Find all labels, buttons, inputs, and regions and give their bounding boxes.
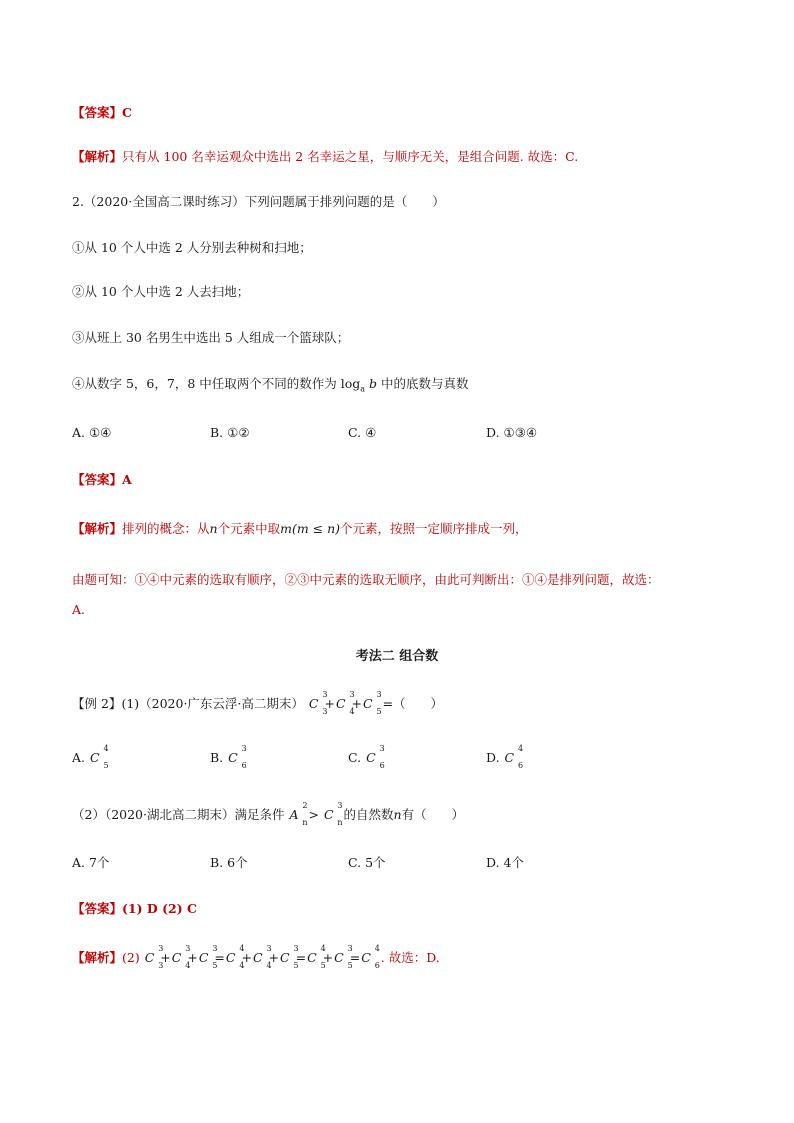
question-2-item-4 — [72, 374, 469, 394]
part-1-tail: =（ ） — [382, 696, 444, 711]
analysis-var-m: m(m ≤ n) — [280, 521, 341, 536]
option-sup: 3 — [379, 744, 385, 753]
question-2-item-1: ①从 10 个人中选 2 人分别去种树和扫地； — [72, 240, 312, 255]
option-sub: 6 — [241, 761, 247, 770]
answer-value: A — [122, 472, 132, 487]
inequality-expression: A 2 n > C 3 n — [289, 801, 343, 827]
analysis-var-n: n — [209, 521, 218, 536]
option-combination: C 3 6 — [228, 744, 247, 770]
question-2-item-2: ②从 10 个人中选 2 人去扫地； — [72, 284, 250, 299]
analysis-text: 只有从 100 名幸运观众中选出 2 名幸运之星，与顺序无关，是组合问题. 故选：C. — [122, 149, 579, 164]
analysis-text: 个元素，按照一定顺序排成一列， — [340, 521, 528, 536]
answer-value: C — [122, 105, 132, 120]
ex2-part-2-option-c: C. 5个 — [348, 855, 386, 870]
option-combination: C 4 6 — [504, 744, 524, 770]
combination-expression: C 3 3 +C 3 4 +C 3 5 — [308, 690, 382, 716]
analysis-tag: 【解析】 — [72, 149, 123, 164]
ex2-part-2-option-b: B. 6个 — [210, 855, 248, 870]
question-2-stem: 2.（2020·全国高二课时练习）下列问题属于排列问题的是（ ） — [72, 194, 445, 209]
item-4-text-pre: ④从数字 5，6，7，8 中任取两个不同的数作为 — [72, 376, 337, 391]
ex2-option-c — [348, 744, 385, 770]
log-symbol — [340, 376, 366, 394]
part-2-tail: 有（ ） — [401, 807, 465, 822]
analysis-tag: 【解析】 — [72, 950, 123, 965]
option-b: B. ①② — [210, 425, 250, 440]
log-argument: b — [369, 376, 378, 391]
ex2-analysis-line — [72, 944, 440, 970]
option-d: D. ①③④ — [486, 425, 538, 440]
answer-tag: 【答案】 — [72, 901, 123, 916]
option-sup: 4 — [518, 744, 524, 753]
option-a: A. ①④ — [72, 425, 112, 440]
ex2-part-2-option-d: D. 4个 — [486, 855, 524, 870]
option-combination: C 4 5 — [90, 744, 109, 770]
q2-answer-line — [72, 470, 132, 488]
q2-analysis-line-3: A. — [72, 602, 86, 617]
item-4-text-post: 中的底数与真数 — [381, 376, 469, 391]
ex2-answer-line — [72, 899, 197, 917]
example-2-part-2 — [72, 801, 465, 827]
option-sup: 4 — [103, 744, 109, 753]
option-combination: C 3 6 — [366, 744, 385, 770]
analysis-prefix: (2) — [122, 950, 140, 965]
option-sub: 5 — [103, 761, 109, 770]
q1-analysis-line — [72, 147, 578, 165]
option-sup: 3 — [241, 744, 247, 753]
part-2-var-n: n — [393, 807, 402, 822]
option-sub: 6 — [518, 761, 524, 770]
log-text: log — [340, 376, 361, 391]
example-tag: 【例 2】 — [72, 696, 122, 711]
answer-tag: 【答案】 — [72, 105, 123, 120]
q1-answer-line — [72, 103, 132, 121]
analysis-tag: 【解析】 — [72, 521, 123, 536]
option-label: B. — [210, 750, 224, 765]
answer-value: (1) D (2) C — [122, 901, 197, 916]
answer-tag: 【答案】 — [72, 472, 123, 487]
ex2-option-b — [210, 744, 247, 770]
log-base: a — [360, 384, 366, 394]
option-label: C. — [348, 750, 362, 765]
analysis-equation: C 3 3 +C 3 4 +C 3 5 =C 4 4 +C 3 4 +C 3 5 =C 4 5 +C 3 5 =C 4 6 — [144, 944, 380, 970]
option-sub: 6 — [379, 761, 385, 770]
example-2-part-1 — [72, 690, 444, 716]
option-label: A. — [72, 750, 86, 765]
ex2-option-a — [72, 744, 109, 770]
option-c: C. ④ — [348, 425, 377, 440]
section-heading: 考法二 组合数 — [355, 649, 439, 664]
analysis-text: 个元素中取 — [217, 521, 281, 536]
ex2-option-d — [486, 744, 524, 770]
part-1-source: (1)（2020·广东云浮·高二期末） — [121, 696, 304, 711]
analysis-text: 排列的概念：从 — [122, 521, 210, 536]
ex2-part-2-option-a: A. 7个 — [72, 855, 110, 870]
q2-analysis-line-2: 由题可知：①④中元素的选取有顺序，②③中元素的选取无顺序，由此可判断出：①④是排列问题，故选： — [72, 572, 660, 587]
analysis-suffix: . 故选：D. — [380, 950, 440, 965]
question-2-item-3: ③从班上 30 名男生中选出 5 人组成一个篮球队； — [72, 330, 350, 345]
part-2-source: （2）（2020·湖北高二期末）满足条件 — [72, 807, 285, 822]
q2-analysis-line-1 — [72, 519, 528, 537]
part-2-mid: 的自然数 — [343, 807, 394, 822]
option-label: D. — [486, 750, 500, 765]
